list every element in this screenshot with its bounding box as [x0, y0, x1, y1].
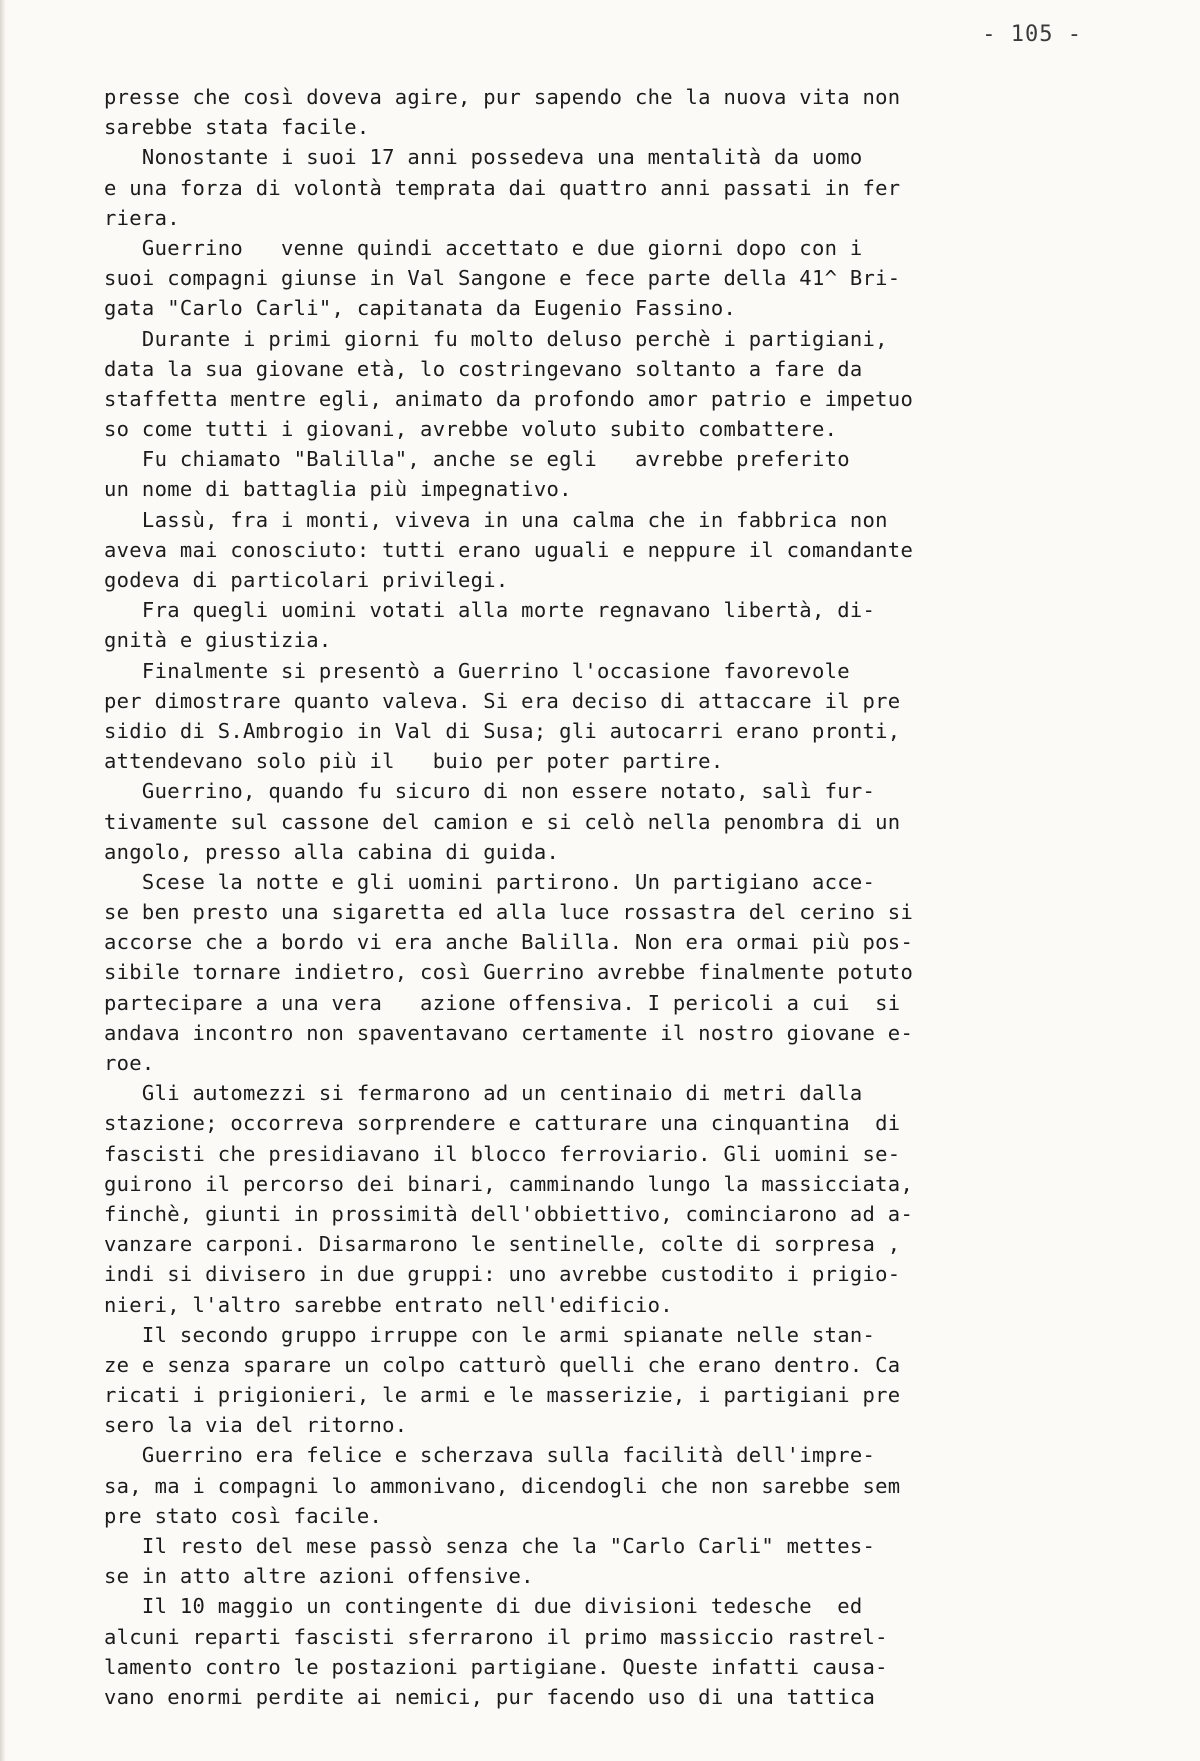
text-line: godeva di particolari privilegi.	[104, 568, 509, 592]
text-line: presse che così doveva agire, pur sapendo che la nuova vita non	[104, 85, 901, 109]
text-line: Il resto del mese passò senza che la "Carlo Carli" mettes-	[104, 1534, 876, 1558]
text-line: Lassù, fra i monti, viveva in una calma che in fabbrica non	[104, 507, 888, 532]
text-line: andava incontro non spaventavano certamente il nostro giovane e-	[104, 1020, 914, 1045]
text-line: tivamente sul cassone del camion e si celò nella penombra di un	[104, 809, 901, 834]
text-line: sero la via del ritorno.	[104, 1413, 408, 1438]
text-line: sarebbe stata facile.	[104, 115, 370, 140]
text-line: Guerrino era felice e scherzava sulla facilità dell'impre-	[104, 1443, 876, 1468]
text-line: Finalmente si presentò a Guerrino l'occasione favorevole	[104, 658, 850, 683]
text-line: aveva mai conosciuto: tutti erano uguali e neppure il comandante	[104, 537, 914, 562]
text-line: gnità e giustizia.	[104, 628, 332, 653]
text-line: Guerrino, quando fu sicuro di non essere notato, salì fur-	[104, 779, 876, 804]
text-line: indi si divisero in due gruppi: uno avrebbe custodito i prigio-	[104, 1262, 901, 1287]
text-line: nieri, l'altro sarebbe entrato nell'edificio.	[104, 1292, 673, 1317]
text-line: Scese la notte e gli uomini partirono. Un partigiano acce-	[104, 869, 876, 894]
text-line: guirono il percorso dei binari, camminando lungo la massicciata,	[104, 1171, 914, 1196]
text-line: fascisti che presidiavano il blocco ferroviario. Gli uomini se-	[104, 1141, 901, 1166]
text-line: Gli automezzi si fermarono ad un centinaio di metri dalla	[104, 1081, 863, 1106]
typescript-body	[104, 82, 1104, 1712]
text-line: vano enormi perdite ai nemici, pur facendo uso di una tattica	[104, 1684, 876, 1709]
text-line: Il 10 maggio un contingente di due divisioni tedesche ed	[104, 1594, 863, 1619]
text-line: riera.	[104, 205, 180, 230]
text-line: sa, ma i compagni lo ammonivano, dicendogli che non sarebbe sem	[104, 1473, 901, 1498]
text-line: staffetta mentre egli, animato da profondo amor patrio e impetuo	[104, 386, 914, 411]
text-line: data la sua giovane età, lo costringevano soltanto a fare da	[104, 356, 863, 381]
text-line: Fra quegli uomini votati alla morte regnavano libertà, di-	[104, 598, 876, 623]
text-line: sidio di S.Ambrogio in Val di Susa; gli autocarri erano pronti,	[104, 718, 901, 743]
text-line: ricati i prigionieri, le armi e le masserizie, i partigiani pre	[104, 1383, 901, 1408]
text-line: per dimostrare quanto valeva. Si era deciso di attaccare il pre	[104, 688, 901, 713]
page-number: - 105 -	[982, 22, 1082, 47]
text-line: Fu chiamato "Balilla", anche se egli avrebbe preferito	[104, 447, 850, 472]
text-line: lamento contro le postazioni partigiane. Queste infatti causa-	[104, 1654, 888, 1679]
text-line: ze e senza sparare un colpo catturò quelli che erano dentro. Ca	[104, 1352, 901, 1377]
text-line: se in atto altre azioni offensive.	[104, 1564, 534, 1589]
text-line: stazione; occorreva sorprendere e catturare una cinquantina di	[104, 1111, 901, 1136]
text-line: un nome di battaglia più impegnativo.	[104, 477, 572, 502]
text-line: attendevano solo più il buio per poter partire.	[104, 749, 724, 774]
text-line: Nonostante i suoi 17 anni possedeva una mentalità da uomo	[104, 145, 863, 170]
text-line: roe.	[104, 1051, 155, 1075]
text-line: gata "Carlo Carli", capitanata da Eugenio Fassino.	[104, 296, 737, 321]
text-line: sibile tornare indietro, così Guerrino avrebbe finalmente potuto	[104, 960, 914, 985]
text-line: Durante i primi giorni fu molto deluso perchè i partigiani,	[104, 326, 888, 351]
text-line: partecipare a una vera azione offensiva. I pericoli a cui si	[104, 990, 901, 1015]
text-line: pre stato così facile.	[104, 1503, 383, 1528]
text-line: Guerrino venne quindi accettato e due giorni dopo con i	[104, 235, 863, 260]
text-line: e una forza di volontà temprata dai quattro anni passati in fer	[104, 175, 901, 200]
text-line: angolo, presso alla cabina di guida.	[104, 839, 560, 864]
text-line: alcuni reparti fascisti sferrarono il primo massiccio rastrel-	[104, 1624, 888, 1649]
page-edge-shadow	[0, 0, 6, 1761]
text-line: finchè, giunti in prossimità dell'obbiettivo, cominciarono ad a-	[104, 1201, 914, 1226]
text-line: vanzare carponi. Disarmarono le sentinelle, colte di sorpresa ,	[104, 1232, 901, 1257]
text-line: suoi compagni giunse in Val Sangone e fece parte della 41^ Bri-	[104, 266, 901, 291]
text-line: Il secondo gruppo irruppe con le armi spianate nelle stan-	[104, 1322, 876, 1347]
text-line: accorse che a bordo vi era anche Balilla. Non era ormai più pos-	[104, 930, 914, 955]
text-line: se ben presto una sigaretta ed alla luce rossastra del cerino si	[104, 900, 914, 925]
text-line: so come tutti i giovani, avrebbe voluto subito combattere.	[104, 417, 838, 442]
